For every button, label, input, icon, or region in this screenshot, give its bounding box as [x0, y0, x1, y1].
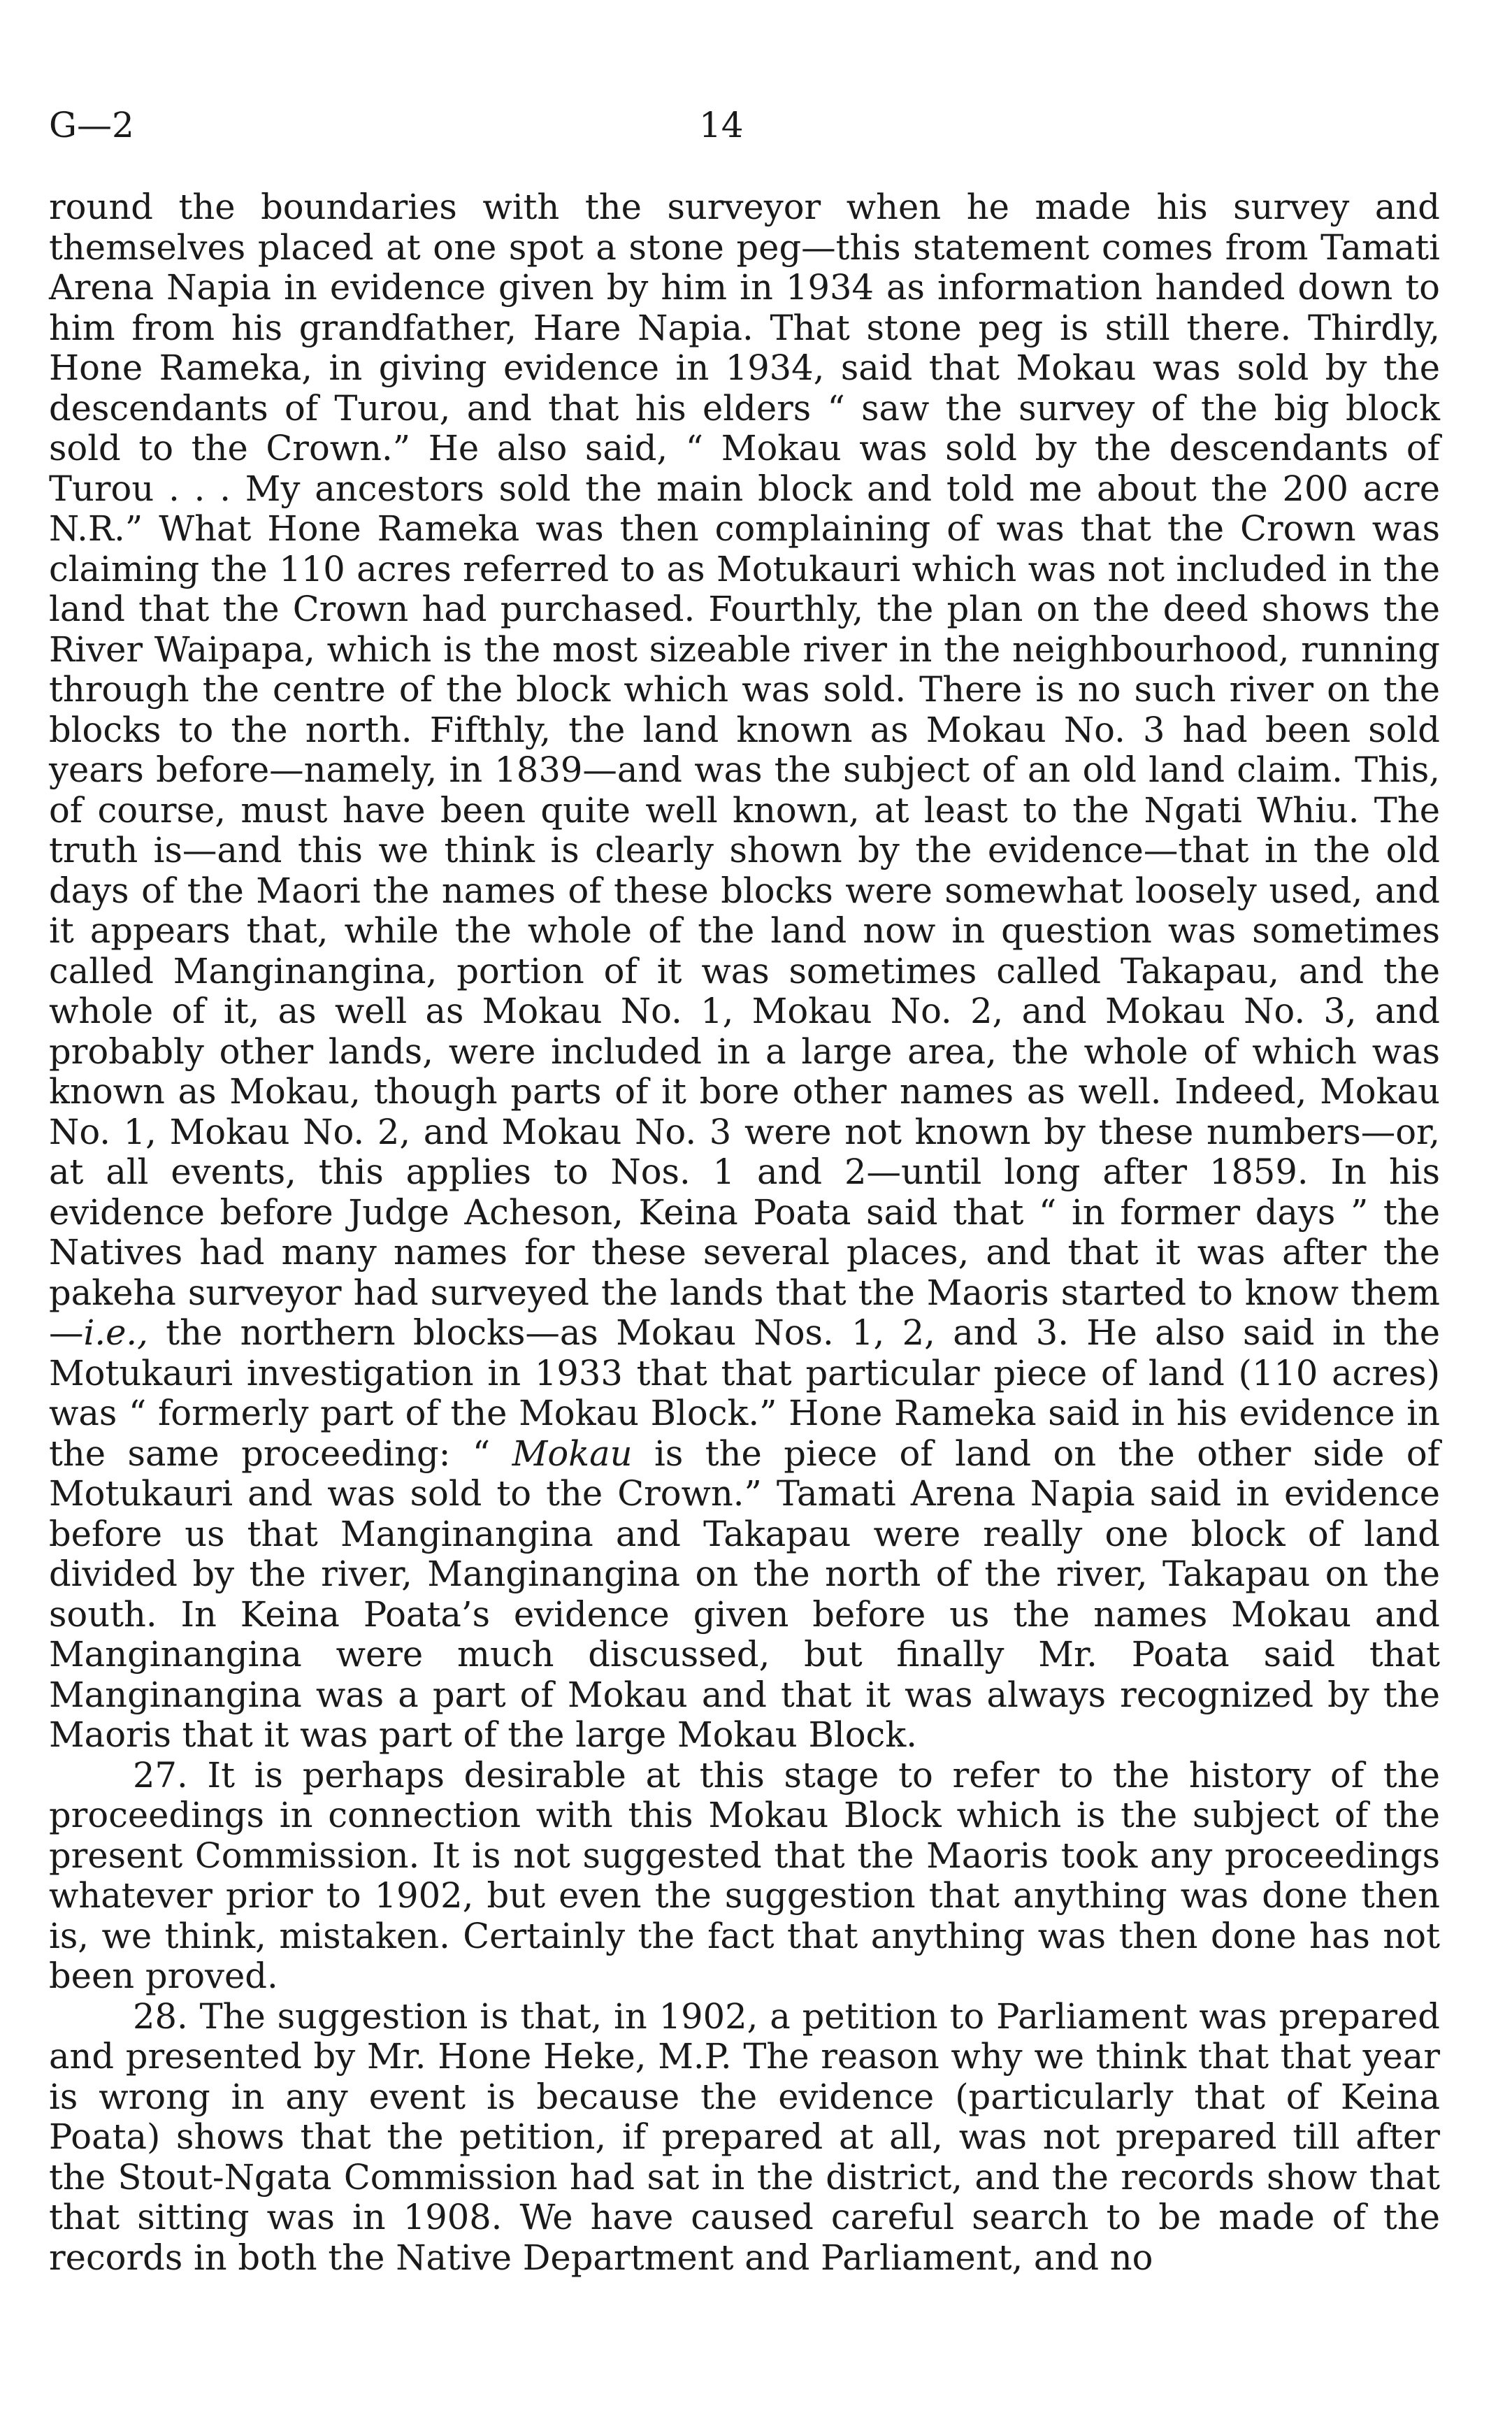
- body-text: [49, 187, 1440, 2278]
- paragraph-continuation: [49, 187, 1440, 1756]
- text-run-italic: Mokau: [512, 1433, 633, 1474]
- text-run-italic: i.e.,: [83, 1312, 148, 1353]
- text-run: The suggestion is that, in 1902, a petition to Parliament was prepared and presented by Mr. Hone Heke, M.P. The reason why we think that that year is wrong in any event is because the evidence (particularly that of Keina Poata) shows that the petition, if prepared at all, was not prepared till after the Stout-Ngata Commission had sat in the district, and the records show that that sitting was in 1908. We have caused careful search to be made of the records in both the Native Department and Parliament, and no: [49, 1995, 1440, 2278]
- page-header: [49, 105, 1440, 161]
- paragraph-number: 27.: [133, 1754, 188, 1796]
- page-number: 14: [699, 105, 744, 145]
- text-run: It is perhaps desirable at this stage to refer to the history of the proceedings in connection with this Mokau Block which is the subject of the present Commission. It is not suggested that the Maoris took any proceedings whatever prior to 1902, but even the suggestion that anything was done then is, we think, mistaken. Certainly the fact that anything was then done has not been proved.: [49, 1754, 1440, 1996]
- paragraph-27: [49, 1756, 1440, 1997]
- paragraph-number: 28.: [133, 1995, 188, 2037]
- text-run: round the boundaries with the surveyor when he made his survey and themselves placed at one spot a stone peg—this statement comes from Tamati Arena Napia in evidence given by him in 1934 as information handed down to him from his grandfather, Hare Napia. That stone peg is still there. Thirdly, Hone Rameka, in giving evidence in 1934, said that Mokau was sold by the descendants of Turou, and that his elders “ saw the survey of the big block sold to the Crown.” He also said, “ Mokau was sold by the descendants of Turou . . . My ancestors sold the main block and told me about the 200 acre N.R.” What Hone Rameka was then complaining of was that the Crown was claiming the 110 acres referred to as Motukauri which was not included in the land that the Crown had purchased. Fourthly, the plan on the deed shows the River Waipapa, which is the most sizeable river in the neighbourhood, running through the centre of the block which was sold. There is no such river on the blocks to the north. Fifthly, the land known as Mokau No. 3 had been sold years before—namely, in 1839—and was the subject of an old land claim. This, of course, must have been quite well known, at least to the Ngati Whiu. The truth is—and this we think is clearly shown by the evidence—that in the old days of the Maori the names of these blocks were somewhat loosely used, and it appears that, while the whole of the land now in question was sometimes called Manginangina, portion of it was sometimes called Takapau, and the whole of it, as well as Mokau No. 1, Mokau No. 2, and Mokau No. 3, and probably other lands, were included in a large area, the whole of which was known as Mokau, though parts of it bore other names as well. Indeed, Mokau No. 1, Mokau No. 2, and Mokau No. 3 were not known by these numbers—or, at all events, this applies to Nos. 1 and 2—until long after 1859. In his evidence before Judge Acheson, Keina Poata said that “ in former days ” the Natives had many names for these several places, and that it was after the pakeha surveyor had surveyed the lands that the Maoris started to know them—: [49, 187, 1440, 1353]
- text-run: the northern blocks—as Mokau Nos. 1, 2, and 3. He also said in the Motukauri investigation in 1933 that that particular piece of land (110 acres) was “ formerly part of the Mokau Block.” Hone Rameka said in his evidence in the same proceeding: “: [49, 1312, 1440, 1474]
- text-run: is the piece of land on the other side of Motukauri and was sold to the Crown.” Tamati Arena Napia said in evidence before us that Manginangina and Takapau were really one block of land divided by the river, Manginangina on the north of the river, Takapau on the south. In Keina Poata’s evidence given before us the names Mokau and Manginangina were much discussed, but finally Mr. Poata said that Manginangina was a part of Mokau and that it was always recognized by the Maoris that it was part of the large Mokau Block.: [49, 1433, 1441, 1755]
- document-reference: G—2: [49, 105, 134, 145]
- paragraph-28: [49, 1997, 1440, 2279]
